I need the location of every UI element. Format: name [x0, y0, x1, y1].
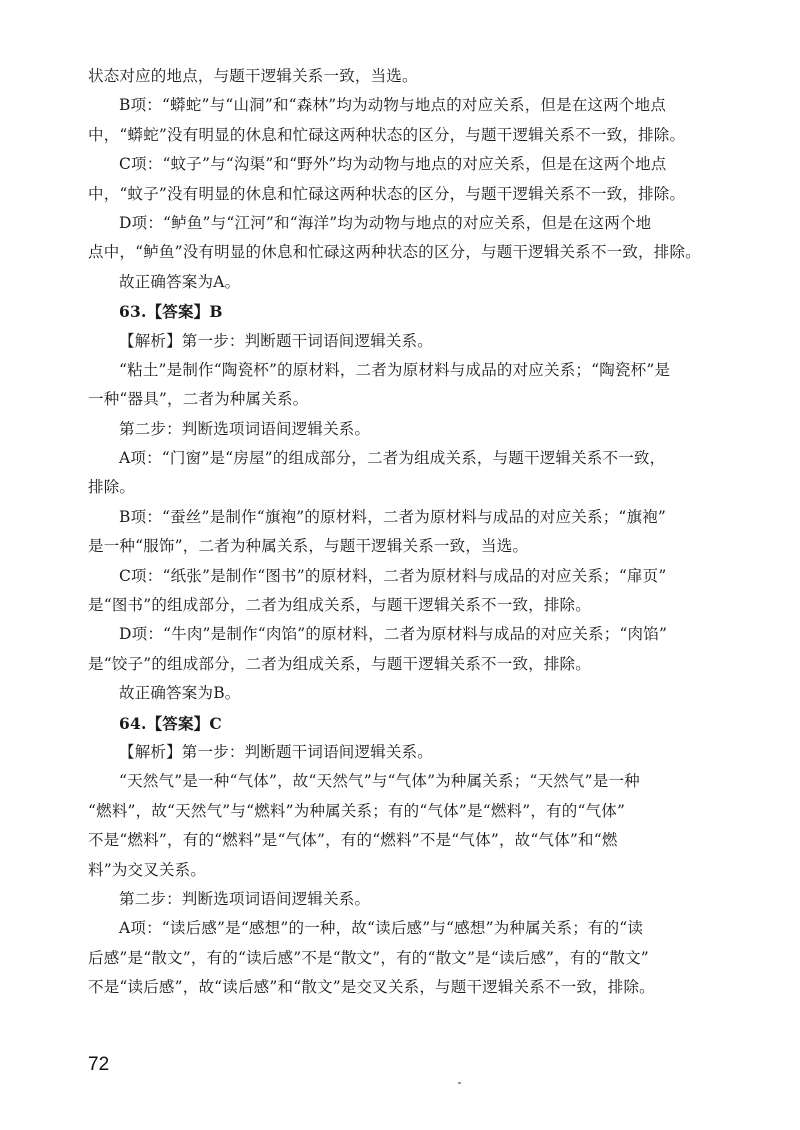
step-heading: 第二步：判断选项词语间逻辑关系。 — [119, 889, 371, 908]
analysis-heading: 【解析】第一步：判断题干词语间逻辑关系。 — [119, 331, 434, 350]
page-number: 72 — [88, 1054, 110, 1075]
text-line: “天然气”是一种“气体”，故“天然气”与“气体”为种属关系；“天然气”是一种 — [119, 772, 640, 791]
question-answer-heading: 63.【答案】B — [119, 302, 223, 322]
text-line: 是“饺子”的组成部分，二者为组成关系，与题干逻辑关系不一致，排除。 — [88, 654, 591, 673]
text-line: 不是“读后感”，故“读后感”和“散文”是交叉关系，与题干逻辑关系不一致，排除。 — [88, 978, 655, 997]
text-line: 点中，“鲈鱼”没有明显的休息和忙碌这两种状态的区分，与题干逻辑关系不一致，排除。 — [88, 243, 701, 262]
text-line: A项：“读后感”是“感想”的一种，故“读后感”与“感想”为种属关系；有的“读 — [119, 919, 644, 938]
text-line: C项：“蚊子”与“沟渠”和“野外”均为动物与地点的对应关系，但是在这两个地点 — [119, 155, 667, 174]
text-line: 料”为交叉关系。 — [88, 860, 207, 879]
text-line: D项：“牛肉”是制作“肉馅”的原材料，二者为原材料与成品的对应关系；“肉馅” — [119, 625, 668, 644]
text-line: 状态对应的地点，与题干逻辑关系一致，当选。 — [88, 67, 418, 85]
text-line: D项：“鲈鱼”与“江河”和“海洋”均为动物与地点的对应关系，但是在这两个地 — [119, 213, 652, 232]
text-line: 不是“燃料”，有的“燃料”是“气体”，有的“燃料”不是“气体”，故“气体”和“燃 — [88, 831, 618, 850]
text-line: C项：“纸张”是制作“图书”的原材料，二者为原材料与成品的对应关系；“扉页” — [119, 566, 667, 585]
scan-speck — [458, 1082, 461, 1084]
text-line: 是一种“服饰”，二者为种属关系，与题干逻辑关系一致，当选。 — [88, 537, 529, 556]
answer-line: 故正确答案为A。 — [119, 272, 241, 291]
text-line: A项：“门窗”是“房屋”的组成部分，二者为组成关系，与题干逻辑关系不一致， — [119, 449, 666, 468]
text-line: 中，“蟒蛇”没有明显的休息和忙碌这两种状态的区分，与题干逻辑关系不一致，排除。 — [88, 125, 686, 144]
text-line: 一种“器具”，二者为种属关系。 — [88, 390, 309, 409]
analysis-heading: 【解析】第一步：判断题干词语间逻辑关系。 — [119, 742, 434, 761]
question-answer-heading: 64.【答案】C — [119, 713, 222, 733]
text-line: 排除。 — [88, 478, 136, 497]
text-line: 后感”是“散文”，有的“读后感”不是“散文”，有的“散文”是“读后感”，有的“散文” — [88, 948, 649, 967]
text-line: “粘土”是制作“陶瓷杯”的原材料，二者为原材料与成品的对应关系；“陶瓷杯”是 — [119, 360, 671, 379]
answer-line: 故正确答案为B。 — [119, 684, 241, 703]
text-line: “燃料”，故“天然气”与“燃料”为种属关系；有的“气体”是“燃料”，有的“气体” — [88, 801, 626, 820]
body-text — [88, 62, 722, 1003]
step-heading: 第二步：判断选项词语间逻辑关系。 — [119, 419, 371, 438]
text-line: B项：“蚕丝”是制作“旗袍”的原材料，二者为原材料与成品的对应关系；“旗袍” — [119, 507, 667, 526]
text-line: 是“图书”的组成部分，二者为组成关系，与题干逻辑关系不一致，排除。 — [88, 596, 591, 615]
text-line: 中，“蚊子”没有明显的休息和忙碌这两种状态的区分，与题干逻辑关系不一致，排除。 — [88, 184, 686, 203]
text-line: B项：“蟒蛇”与“山洞”和“森林”均为动物与地点的对应关系，但是在这两个地点 — [119, 96, 667, 115]
